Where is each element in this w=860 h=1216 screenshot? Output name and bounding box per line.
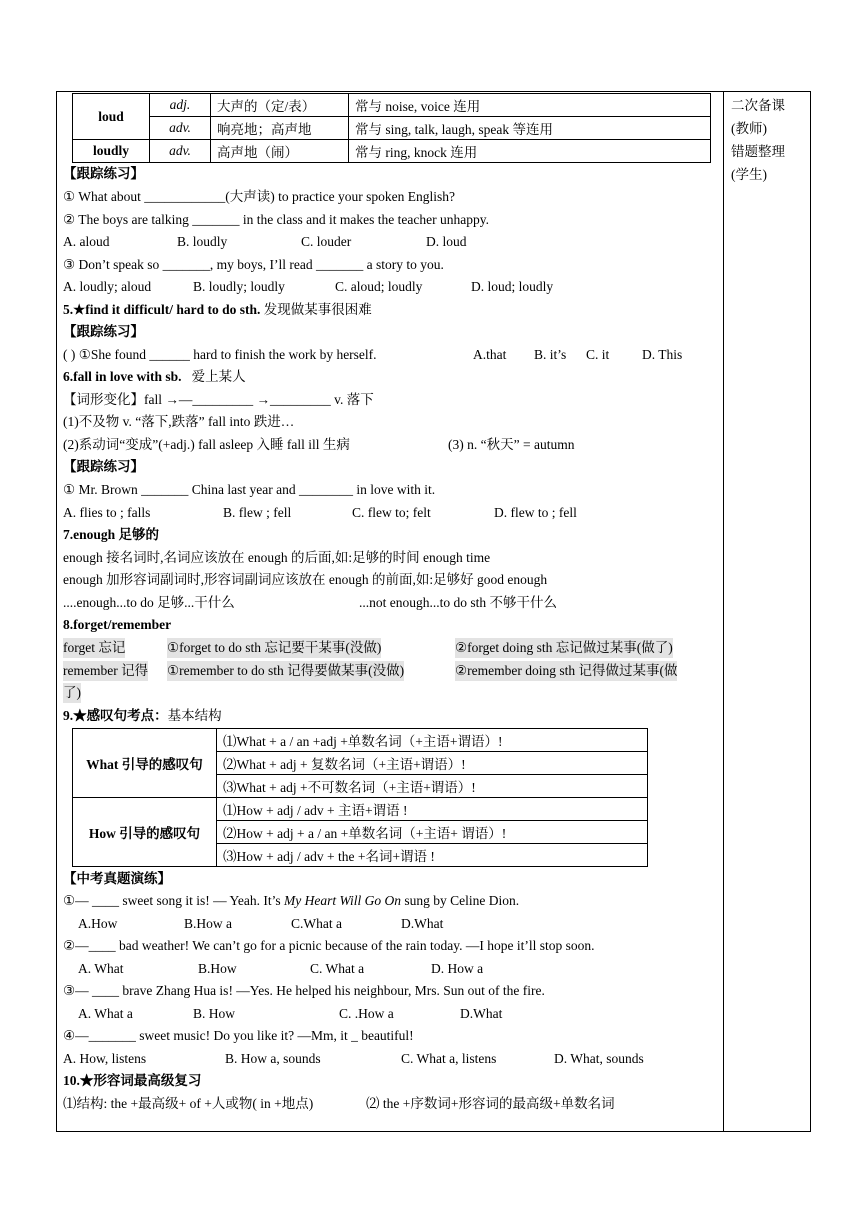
practice-heading: 【跟踪练习】 bbox=[63, 459, 144, 474]
option: A. loudly; aloud bbox=[63, 279, 152, 294]
text-line: enough 加形容词副词时,形容词副词应该放在 enough 的前面,如:足够好 good enough bbox=[63, 572, 548, 587]
option: C. What a, listens bbox=[401, 1051, 497, 1066]
highlight-text: ①forget to do sth 忘记要干某事(没做) bbox=[167, 638, 381, 658]
text-line: 【词形变化】fall →—_________ →_________ v. 落下 bbox=[63, 392, 374, 407]
side-note-1: 二次备课 bbox=[731, 98, 785, 113]
table-cell: 高声地（闹） bbox=[211, 140, 349, 163]
option: A. How, listens bbox=[63, 1051, 147, 1066]
option: B. How a, sounds bbox=[225, 1051, 321, 1066]
side-note-4: (学生) bbox=[731, 167, 767, 182]
option: B. How bbox=[193, 1006, 236, 1021]
section-heading-9 bbox=[63, 706, 222, 726]
table-cell: loud bbox=[73, 94, 150, 140]
heading-text: 6.fall in love with sb. bbox=[63, 369, 182, 384]
table-cell: What 引导的感叹句 bbox=[73, 729, 217, 798]
option: D. What, sounds bbox=[554, 1051, 644, 1066]
section-heading-8: 8.forget/remember bbox=[63, 617, 172, 632]
option: A. What a bbox=[78, 1006, 133, 1021]
option: C. aloud; loudly bbox=[335, 279, 423, 294]
option: D. How a bbox=[431, 961, 484, 976]
text-line: ⑴结构: the +最高级+ of +人或物( in +地点) bbox=[63, 1096, 314, 1111]
text-line: enough 接名词时,名词应该放在 enough 的后面,如:足够的时间 enough time bbox=[63, 550, 491, 565]
table-cell: 常与 sing, talk, laugh, speak 等连用 bbox=[349, 117, 711, 140]
option: D. loud; loudly bbox=[471, 279, 554, 294]
text-line: (3) n. “秋天” = autumn bbox=[448, 437, 575, 452]
option: B. loudly bbox=[177, 234, 228, 249]
table-cell: ⑵How + adj + a / an +单数名词（+主语+ 谓语）! bbox=[217, 821, 648, 844]
table-cell: adv. bbox=[150, 140, 211, 163]
section-heading-7: 7.enough 足够的 bbox=[63, 527, 160, 542]
option: C.What a bbox=[291, 916, 342, 931]
option: C. louder bbox=[301, 234, 352, 249]
section-heading-10: 10.★形容词最高级复习 bbox=[63, 1073, 202, 1088]
option: D. This bbox=[642, 347, 683, 362]
text-line: (2)系动词“变成”(+adj.) fall asleep 入睡 fall ill 生病 bbox=[63, 437, 350, 452]
heading-subtext: 基本结构 bbox=[167, 708, 222, 723]
side-note-3: 错题整理 bbox=[731, 144, 785, 159]
option: A. flies to ; falls bbox=[63, 505, 151, 520]
option: B. loudly; loudly bbox=[193, 279, 285, 294]
option: D. flew to ; fell bbox=[494, 505, 577, 520]
option: B. it’s bbox=[534, 347, 567, 362]
option: A. What bbox=[78, 961, 124, 976]
question-line: ① Mr. Brown _______ China last year and ________ in love with it. bbox=[63, 482, 436, 497]
option: B. flew ; fell bbox=[223, 505, 292, 520]
table-cell: How 引导的感叹句 bbox=[73, 798, 217, 867]
table-cell: ⑵What + adj + 复数名词（+主语+谓语）! bbox=[217, 752, 648, 775]
question-line: ( ) ①She found ______ hard to finish the work by herself. bbox=[63, 347, 377, 362]
table-cell: 常与 noise, voice 连用 bbox=[349, 94, 711, 117]
text-line: ...not enough...to do sth 不够干什么 bbox=[359, 595, 557, 610]
highlight-text: remember 记得 bbox=[63, 661, 148, 681]
question-line: ① What about ____________(大声读) to practice your spoken English? bbox=[63, 189, 456, 204]
column-divider bbox=[723, 91, 724, 1132]
option: C. it bbox=[586, 347, 610, 362]
option: B.How a bbox=[184, 916, 232, 931]
text-line: ....enough...to do 足够...干什么 bbox=[63, 595, 235, 610]
heading-translation: 发现做某事很困难 bbox=[263, 302, 372, 317]
option: D. loud bbox=[426, 234, 467, 249]
question-line: ② The boys are talking _______ in the class and it makes the teacher unhappy. bbox=[63, 212, 489, 227]
heading-text: 9.★感叹句考点： bbox=[63, 708, 168, 723]
side-note-2: (教师) bbox=[731, 121, 767, 136]
question-line: ②—____ bad weather! We can’t go for a picnic because of the rain today. —I hope it’ll stop soon. bbox=[63, 938, 595, 953]
table-cell: adj. bbox=[150, 94, 211, 117]
question-text: sung by Celine Dion. bbox=[400, 893, 520, 908]
table-cell: ⑶What + adj +不可数名词（+主语+谓语）! bbox=[217, 775, 648, 798]
table-cell: 大声的（定/表） bbox=[211, 94, 349, 117]
option: A.How bbox=[78, 916, 118, 931]
section-heading-6 bbox=[63, 367, 246, 387]
practice-heading: 【跟踪练习】 bbox=[63, 324, 144, 339]
option: D.What bbox=[460, 1006, 503, 1021]
table-cell: ⑴How + adj / adv + 主语+谓语 ! bbox=[217, 798, 648, 821]
heading-translation: 爱上某人 bbox=[191, 369, 246, 384]
heading-text: 5.★find it difficult/ hard to do sth. bbox=[63, 302, 261, 317]
option: A. aloud bbox=[63, 234, 110, 249]
loud-table bbox=[72, 93, 711, 163]
table-cell: ⑶How + adj / adv + the +名词+谓语 ! bbox=[217, 844, 648, 867]
option: A.that bbox=[473, 347, 507, 362]
option: C. What a bbox=[310, 961, 365, 976]
highlight-text: ②forget doing sth 忘记做过某事(做了) bbox=[455, 638, 673, 658]
song-title: My Heart Will Go On bbox=[283, 893, 401, 908]
exam-heading: 【中考真题演练】 bbox=[63, 871, 171, 886]
table-cell: loudly bbox=[73, 140, 150, 163]
text-line: (1)不及物 v. “落下,跌落” fall into 跌进… bbox=[63, 414, 295, 429]
exclamation-table bbox=[72, 728, 648, 867]
side-notes bbox=[731, 94, 807, 186]
highlight-text: 了) bbox=[63, 683, 81, 703]
practice-heading: 【跟踪练习】 bbox=[63, 166, 144, 181]
table-cell: adv. bbox=[150, 117, 211, 140]
question-line: ③ Don’t speak so _______, my boys, I’ll read _______ a story to you. bbox=[63, 257, 444, 272]
highlight-text: ①remember to do sth 记得要做某事(没做) bbox=[167, 661, 404, 681]
highlight-text: ②remember doing sth 记得做过某事(做 bbox=[455, 661, 677, 681]
option: C. .How a bbox=[339, 1006, 394, 1021]
table-cell: 常与 ring, knock 连用 bbox=[349, 140, 711, 163]
option: B.How bbox=[198, 961, 237, 976]
option: C. flew to; felt bbox=[352, 505, 431, 520]
question-line bbox=[63, 891, 519, 911]
highlight-text: forget 忘记 bbox=[63, 638, 125, 658]
table-cell: 响亮地；高声地 bbox=[211, 117, 349, 140]
section-heading-5 bbox=[63, 300, 372, 320]
option: D.What bbox=[401, 916, 444, 931]
question-text: ①— ____ sweet song it is! — Yeah. It’s bbox=[63, 893, 284, 908]
table-cell: ⑴What + a / an +adj +单数名词（+主语+谓语）! bbox=[217, 729, 648, 752]
question-line: ④—_______ sweet music! Do you like it? —Mm, it _ beautiful! bbox=[63, 1028, 414, 1043]
text-line: ⑵ the +序数词+形容词的最高级+单数名词 bbox=[366, 1096, 615, 1111]
question-line: ③— ____ brave Zhang Hua is! —Yes. He helped his neighbour, Mrs. Sun out of the fire. bbox=[63, 983, 545, 998]
